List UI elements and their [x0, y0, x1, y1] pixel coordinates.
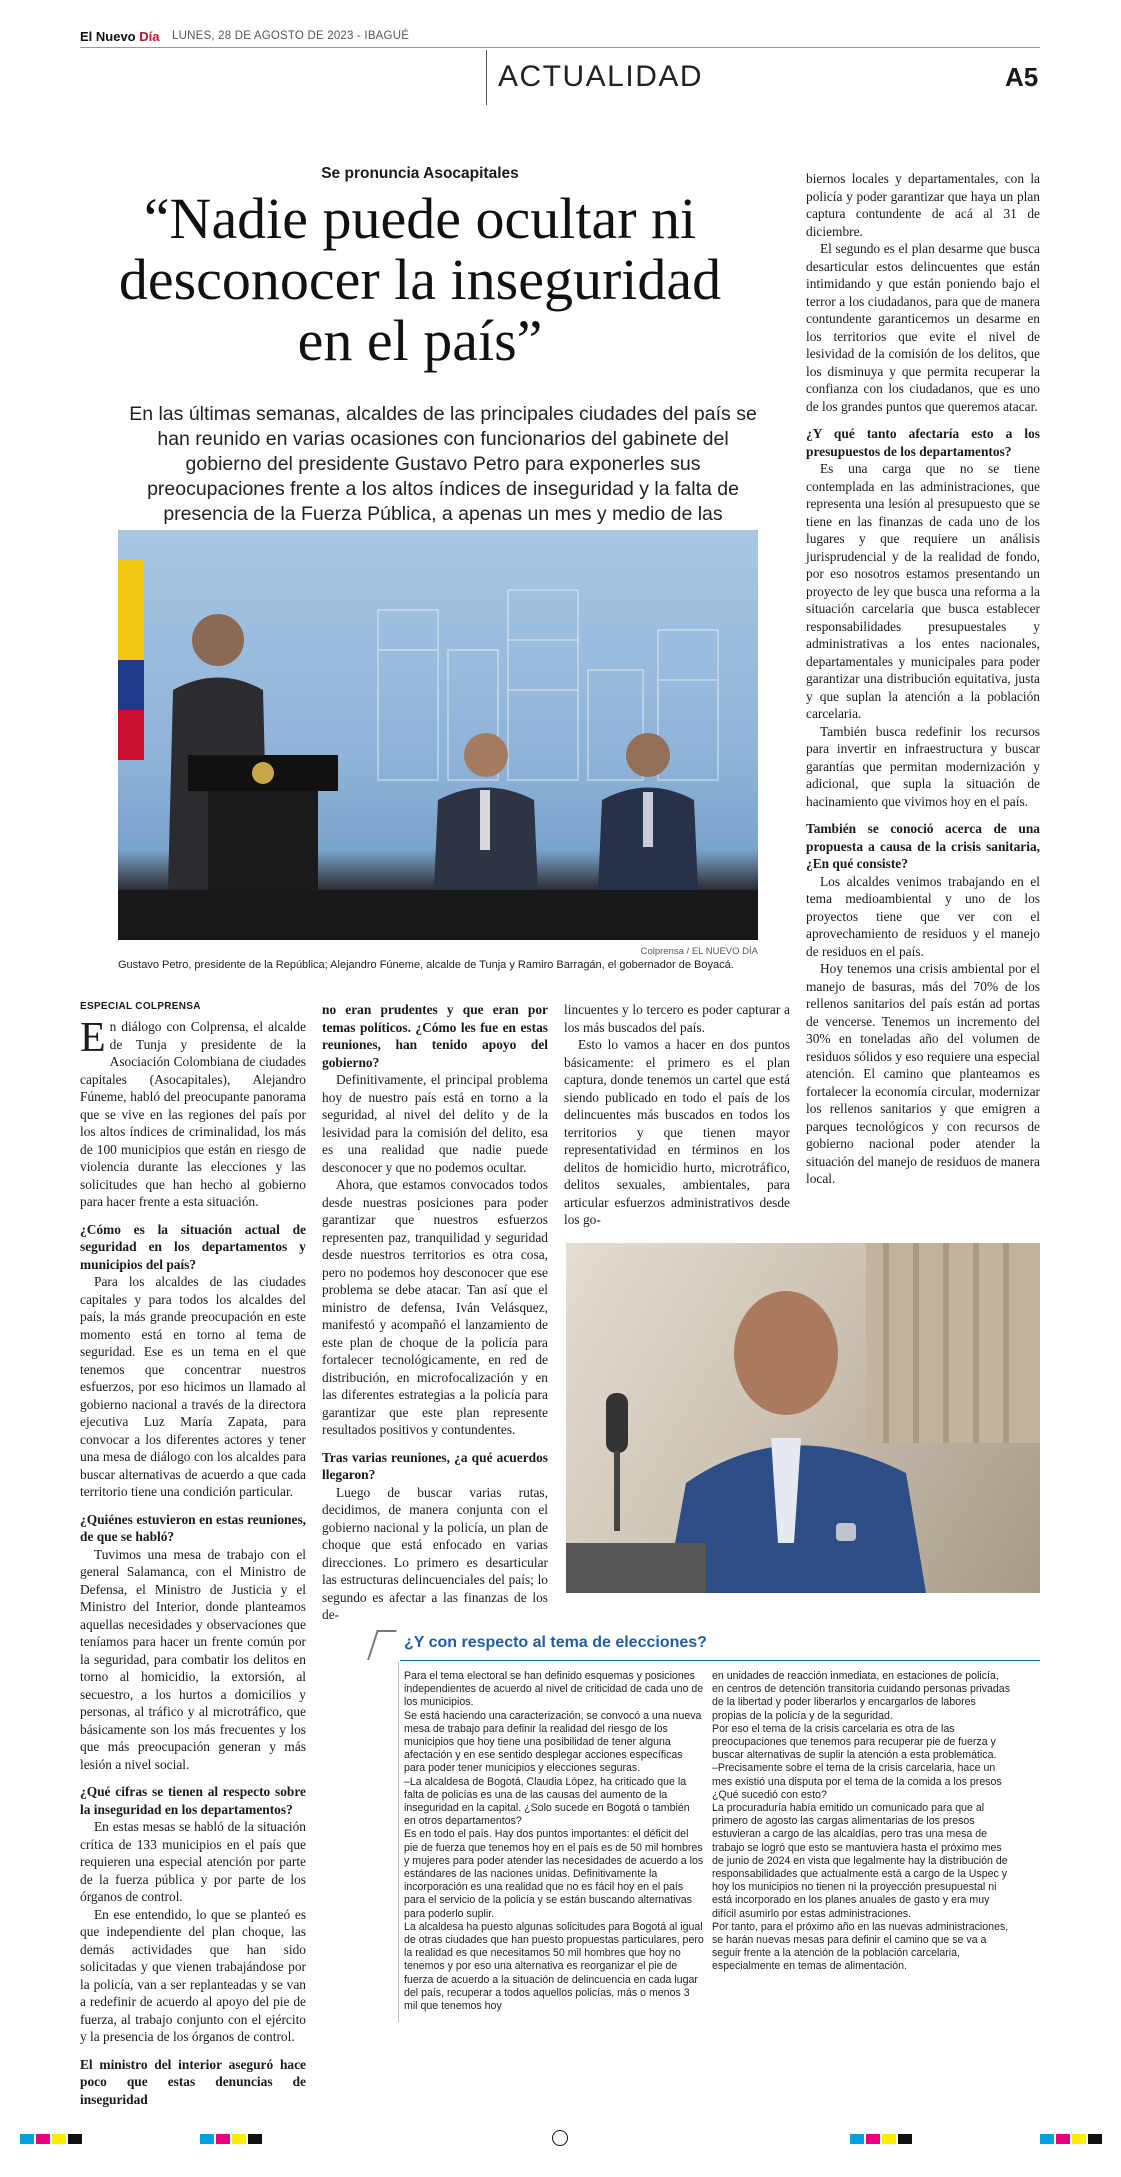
section-label: ACTUALIDAD: [498, 60, 704, 93]
question: ¿Y qué tanto afectaría esto a los presupuestos de los departamentos?: [806, 426, 1040, 459]
sidebar-column-1: [404, 1670, 704, 2013]
page-number: A5: [1005, 62, 1039, 92]
lead-paragraph: En las últimas semanas, alcaldes de las principales ciudades del país se han reunido en varias ocasiones con funcionarios del gabinete del gobierno del presidente Gustavo Petro para exponerles sus preocupaciones frente a los altos índices de inseguridad y la falta de presencia de la Fuerza Pública, a apenas un mes y medio de las: [129, 403, 757, 525]
paragraph: biernos locales y departamentales, con la policía y poder garantizar que haya un plan captura contundente de acá al 31 de diciembre.: [806, 171, 1040, 239]
question: ¿Cómo es la situación actual de seguridad en los departamentos y municipios del país?: [80, 1221, 306, 1272]
sidebar-column-2: [712, 1670, 1012, 1974]
interview-photo-illustration: [566, 1243, 1040, 1593]
photo-caption: Gustavo Petro, presidente de la República; Alejandro Fúneme, alcalde de Tunja y Ramiro Barragán, el gobernador de Boyacá.: [118, 959, 734, 971]
paragraph: Tuvimos una mesa de trabajo con el general Salamanca, con el Ministro de Defensa, el Ministro de Justicia y el Ministro del Interior, donde planteamos aquellas necesidades y observaciones que teníamos para hacer un frente común por la seguridad, para combatir los delitos en torno al homicidio, la extorsión, al secuestro, a los hurtos a domicilios y personas, al tráfico y al microtráfico, que básicamente son los más frecuentes y los que más preocupación generan y más lesión a nivel social.: [80, 1546, 306, 1772]
question: ¿Qué cifras se tienen al respecto sobre la inseguridad en los departamentos?: [80, 1784, 306, 1817]
dateline: LUNES, 28 DE AGOSTO DE 2023 - IBAGUÉ: [172, 30, 410, 42]
question: no eran prudentes y que eran por temas políticos. ¿Cómo les fue en estas reuniones, han tenido apoyo del gobierno?: [322, 1002, 548, 1070]
sidebar-paragraph: –La alcaldesa de Bogotá, Claudia López, ha criticado que la falta de policías es una de las causas del aumento de la inseguridad en la capital. ¿Solo sucede en Bogotá o también en otros departamentos?: [404, 1775, 690, 1828]
sidebar-paragraph: Es en todo el país. Hay dos puntos importantes: el déficit del pie de fuerza que tenemos hoy en el país es de 50 mil hombres y mujeres para poder atender las necesidades de acuerdo a los estándares de las naciones unidas. Definitivamente la incorporación es una realidad que no es fácil hoy en el país para el servicio de la policía y se están buscando alternativas para poderlo suplir.: [404, 1828, 704, 1920]
interview-photo: [566, 1243, 1040, 1593]
sidebar-paragraph: Para el tema electoral se han definido esquemas y posiciones independientes de acuerdo al nivel de criticidad de cada uno de los municipios.: [404, 1670, 704, 1709]
photo-credit: Colprensa / EL NUEVO DÍA: [640, 946, 758, 957]
paragraph: Luego de buscar varias rutas, decidimos, de manera conjunta con el gobierno nacional y la policía, un plan de choque que está enfocado en varias direcciones. Lo primero es desarticular las estructuras delincuenciales del país; lo segundo es afectar a las finanzas de los de-: [322, 1484, 548, 1622]
paragraph: Para los alcaldes de las ciudades capitales y para todos los alcaldes del país, la más grande preocupación en este momento está en torno al tema de seguridad. Ese es un tema en el que tenemos que concentrar nuestros esfuerzos, por eso hicimos un llamado al gobierno nacional a través de la directora ejecutiva Luz María Zapata, para convocar a los diferentes actores y tener una mesa de diálogo con los alcaldes para buscar alternativas de acuerdo a que cada territorio tiene una condición particular.: [80, 1274, 306, 1499]
sidebar-title: ¿Y con respecto al tema de elecciones?: [404, 1634, 707, 1651]
sidebar-paragraph: La procuraduría había emitido un comunicado para que al primero de agosto las cargas alimentarias de los presos estuvieran a cargo de las alcaldías, pero tras una mesa de trabajo se logró que esto se mantuviera hasta el próximo mes de junio de 2024 en vista que legalmente hay la distribución de responsabilidades que actualmente está a cargo de la Uspec y hoy los municipios no tienen ni la proyección presupuestal ni está incorporado en los planes anuales de gasto y era muy difícil asumirlo por estas administraciones.: [712, 1802, 1008, 1920]
section-divider: [486, 50, 487, 105]
paragraph: También busca redefinir los recursos para invertir en infraestructura y buscar garantías que permitan modernización y adicional, que supla la situación de hacinamiento que vivimos hoy en el país.: [806, 723, 1040, 809]
question: Tras varias reuniones, ¿a qué acuerdos llegaron?: [322, 1449, 548, 1482]
paragraph: En estas mesas se habló de la situación crítica de 133 municipios en el país que requieren una especial atención por parte de la fuerza pública y por parte de los órganos de control.: [80, 1819, 306, 1904]
article-column-4: [806, 170, 1040, 1188]
paragraph: Definitivamente, el principal problema hoy de nuestro país está en torno a la seguridad, al nivel del delito y de la lesividad para la comisión del delito, esa es una realidad que nadie puede desconocer y que no podemos ocultar.: [322, 1072, 548, 1175]
sidebar-paragraph: en unidades de reacción inmediata, en estaciones de policía, en centros de detención transitoria cuidando personas privadas de la libertad y poder liberarlos y encargarlos de labores propias de la policía y de la seguridad.: [712, 1670, 1010, 1722]
paragraph: Esto lo vamos a hacer en dos puntos básicamente: el primero es el plan captura, donde tenemos un cartel que está siendo publicado en todo el país de los delincuentes más buscados en todos los territorios y que tienen mayor representatividad en términos en los delitos de homicidio hurto, microtráfico, delitos sexuales, ambientales, para articular esfuerzos administrativos desde los go-: [564, 1037, 790, 1227]
paragraph: lincuentes y lo tercero es poder capturar a los más buscados del país.: [564, 1002, 790, 1035]
sidebar-left-border: [398, 1662, 399, 2022]
question: El ministro del interior aseguró hace poco que estas denuncias de inseguridad: [80, 2056, 306, 2107]
dropcap: E: [80, 1015, 106, 1061]
print-color-bars: [0, 2128, 1121, 2148]
sidebar-bracket: [367, 1630, 397, 1660]
kicker: Se pronuncia Asocapitales: [321, 165, 519, 182]
event-photo: [118, 530, 758, 940]
paragraph: Es una carga que no se tiene contemplada en las administraciones, que representa una lesión al presupuesto que se tiene en las finanzas de cada uno de los lugares y que requiere un análisis jurisprudencial y de la realidad de fondo, por eso nosotros estamos presentando un proyecto de ley que busca una reforma a la situación carcelaria que busca establecer responsabilidades presupuestales y administrativas a los entes nacionales, departamentales y municipales para poder garantizar una distribución equitativa, justa y que suplan la atención a la población carcelaria.: [806, 461, 1040, 721]
article-column-3: [564, 1001, 790, 1229]
brand-suffix: Día: [139, 29, 160, 44]
paragraph: Los alcaldes venimos trabajando en el tema medioambiental y uno de los proyectos tiene que ver con el aprovechamiento de residuos y el manejo de residuos en el país.: [806, 873, 1040, 959]
headline: “Nadie puede ocultar ni desconocer la inseguridad en el país”: [118, 186, 722, 373]
paragraph: Ahora, que estamos convocados todos desde nuestras posiciones para poder garantizar que nuestros esfuerzos representen paz, tranquilidad y seguridad desde nuestros territorios es otra cosa, pero no podemos hoy desconocer que ese problema se debe atacar. Tan así que el ministro de defensa, Iván Velásquez, manifestó y acompañó el lanzamiento de este plan de choque de la policía para fortalecer tecnológicamente, en red de distribución, en microfocalización y en las diferentes estrategias a la policía para garantizar que este plan represente resultados positivos y contundentes.: [322, 1177, 548, 1437]
paragraph: Hoy tenemos una crisis ambiental por el manejo de basuras, más del 70% de los rellenos sanitarios del país están ad portas de vencerse. Tenemos un incremento del 30% en toneladas año del volumen de residuos sólidos y eso requiere una especial atención. El camino que planteamos es fortalecer la economía circular, modernizar los rellenos sanitarios y que emigren a parques tecnológicos y con recursos de gobierno nacional poder atender la situación del manejo de residuos de manera local.: [806, 961, 1040, 1186]
masthead-bar: [80, 28, 1040, 48]
article-column-2: [322, 1001, 548, 1624]
question: ¿Quiénes estuvieron en estas reuniones, de que se habló?: [80, 1511, 306, 1544]
sidebar-paragraph: Se está haciendo una caracterización, se convocó a una nueva mesa de trabajo para definir la realidad del riesgo de los municipios que hoy tiene una posibilidad de tener alguna afectación y en ese sentido desplegar acciones específicas para poder tener municipios y elecciones seguras.: [404, 1709, 702, 1775]
event-photo-illustration: [118, 530, 758, 940]
paragraph: En ese entendido, lo que se planteó es que independiente del plan choque, las demás actividades que han sido solicitadas y que vienen trabajándose por la policía, van a ser replanteadas y se van a redefinir de acuerdo al apoyo del pie de fuerza, al trabajo conjunto con el ejército y la presencia de los órganos de control.: [80, 1906, 306, 2044]
sidebar-rule: [400, 1660, 1040, 1661]
sidebar-paragraph: La alcaldesa ha puesto algunas solicitudes para Bogotá al igual de otras ciudades que han puesto propuestas particulares, pero la realidad es que necesitamos 50 mil hombres que hoy no tenemos y por eso una alternativa es reorganizar el pie de fuerza de acuerdo a la situación de delincuencia en cada lugar del país, recuperar a todos aquellos policías, más o menos 3 mil que tenemos hoy: [404, 1920, 704, 2013]
paragraph: n diálogo con Colprensa, el alcalde de Tunja y presidente de la Asociación Colombiana de ciudades capitales (Asocapitales), Alejandro Fúneme, habló del preocupante panorama que se vive en las regiones del país por los altos índices de criminalidad, los más de 100 municipios que están en riesgo de violencia durante las elecciones y las solicitudes que han hecho al gobierno para hacer frente a esta situación.: [80, 1019, 306, 1209]
brand-prefix: El Nuevo: [80, 29, 140, 44]
sidebar-paragraph: Por tanto, para el próximo año en las nuevas administraciones, se harán nuevas mesas para definir el camino que se va a seguir frente a la atención de la población carcelaria, especialmente en temas de alimentación.: [712, 1920, 1009, 1973]
paragraph: El segundo es el plan desarme que busca desarticular estos delincuentes que están intimidando y que están poniendo bajo el terror a los ciudadanos, para que de manera contundente garanticemos un desarme en los territorios que evite el nivel de lesividad de la comisión de los delitos, que los disminuya y que permita recuperar la confianza con los ciudadanos, que es uno de los grandes puntos que queremos atacar.: [806, 241, 1040, 414]
sidebar-paragraph: Por eso el tema de la crisis carcelaria es otra de las preocupaciones que tenemos para recuperar pie de fuerza y buscar alternativas de suplir la atención a esta problemática.: [712, 1722, 997, 1762]
question: También se conoció acerca de una propuesta a causa de la crisis sanitaria, ¿En qué consiste?: [806, 821, 1040, 871]
sidebar-paragraph: –Precisamente sobre el tema de la crisis carcelaria, hace un mes existió una disputa por el tema de la comida a los presos ¿Qué sucedió con esto?: [712, 1762, 1002, 1801]
byline: ESPECIAL COLPRENSA: [80, 1001, 201, 1012]
article-column-1: [80, 1015, 306, 2108]
brand-logo: [80, 29, 159, 44]
